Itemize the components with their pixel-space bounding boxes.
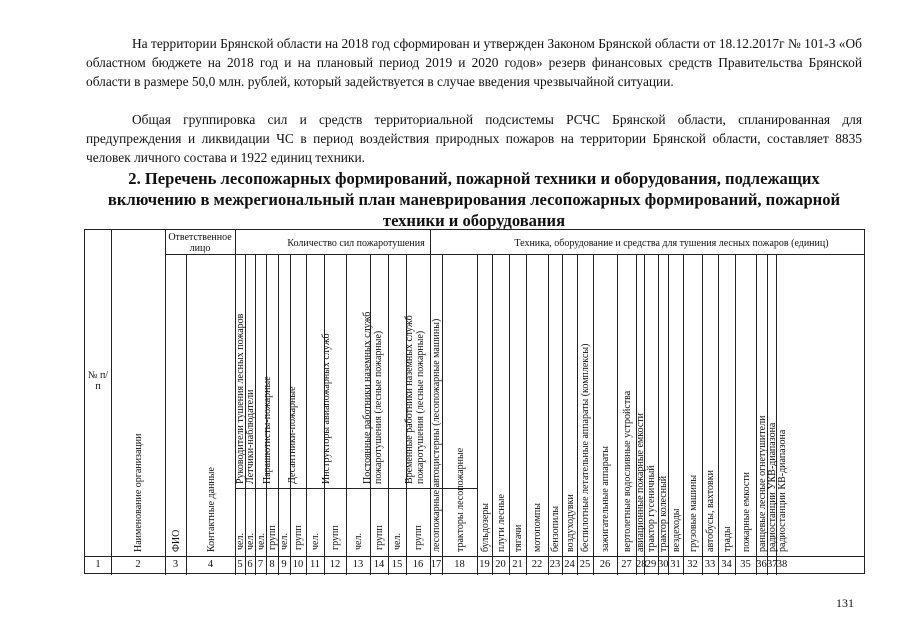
paragraph-reserve: На территории Брянской области на 2018 год сформирован и утвержден Законом Брянской области от 18.12.2017г № 101-З «Об областном бюджете на 2018 год и на плановый период 2019 и 2020 годов» резерв финансовых средств Правительства Брянской области в размере 50,0 млн. рублей, который задействуется в случае введения чрезвычайной ситуации. bbox=[86, 36, 862, 89]
header-equipment-12: авиационные пожарные емкости bbox=[635, 413, 646, 552]
column-number: 9 bbox=[281, 559, 287, 570]
column-number: 37 bbox=[767, 559, 778, 570]
header-contacts: Контактные данные bbox=[205, 467, 217, 552]
column-number: 7 bbox=[257, 559, 264, 570]
unit-label: чел. bbox=[255, 533, 267, 550]
column-number: 35 bbox=[740, 559, 751, 570]
header-fio: ФИО bbox=[170, 529, 182, 552]
unit-label: чел. bbox=[235, 533, 246, 550]
column-number: 3 bbox=[172, 559, 179, 570]
column-number: 26 bbox=[599, 559, 611, 570]
header-equipment-11: вертолетные водосливные устройства bbox=[621, 390, 633, 552]
header-forces: Количество сил пожаротушения bbox=[287, 238, 425, 249]
column-number: 38 bbox=[776, 559, 788, 570]
unit-label: чел. bbox=[310, 533, 321, 550]
header-equipment-16: грузовые машины bbox=[687, 474, 699, 552]
column-number: 2 bbox=[135, 559, 141, 570]
unit-label: групп bbox=[374, 525, 385, 550]
header-equipment-6: мотопомпы bbox=[532, 503, 543, 552]
header-equipment-3: бульдозеры bbox=[479, 502, 491, 552]
header-equipment-22: радиостанции КВ-диапазона bbox=[777, 429, 788, 552]
header-equipment-10: зажигательные аппараты bbox=[600, 445, 611, 552]
column-number: 19 bbox=[479, 559, 490, 570]
page-number: 131 bbox=[836, 596, 854, 610]
unit-label: чел. bbox=[245, 533, 256, 550]
header-number: № п/ п bbox=[87, 370, 109, 392]
column-number: 22 bbox=[531, 559, 543, 570]
unit-label: чел. bbox=[353, 533, 364, 550]
header-force-1: Руководители тушения лесных пожаров bbox=[235, 313, 246, 484]
column-number: 4 bbox=[207, 559, 214, 570]
column-number: 20 bbox=[495, 559, 506, 570]
header-force-3: Парашютисты-пожарные bbox=[261, 376, 273, 484]
column-number: 5 bbox=[237, 559, 243, 570]
column-number: 10 bbox=[292, 559, 304, 570]
column-number: 14 bbox=[373, 559, 385, 570]
header-equipment-4: плуги лесные bbox=[495, 494, 507, 552]
unit-label: групп bbox=[413, 525, 424, 550]
unit-label: чел. bbox=[279, 533, 290, 550]
unit-label: групп bbox=[267, 525, 278, 550]
column-number: 31 bbox=[670, 559, 681, 570]
header-organization: Наименование организации bbox=[133, 433, 144, 552]
header-equipment-14: трактор колесный bbox=[658, 475, 669, 552]
column-number: 30 bbox=[658, 559, 669, 570]
header-force-5: Инструкторы авиапожарных служб bbox=[321, 333, 332, 484]
paragraph-forces: Общая группировка сил и средств территориальной подсистемы РСЧС Брянской области, спланированная для предупреждения и ликвидации ЧС в период воздействия природных пожаров на территории Брянской области, составляет 8835 человек личного состава и 1922 единиц техники. bbox=[86, 112, 862, 165]
column-number: 12 bbox=[329, 559, 341, 570]
column-number: 33 bbox=[704, 559, 716, 570]
header-equipment-15: вездеходы bbox=[670, 508, 682, 552]
header-equipment-2: тракторы лесопожарные bbox=[454, 447, 466, 552]
column-number: 28 bbox=[636, 559, 647, 570]
column-number: 32 bbox=[687, 559, 698, 570]
column-number: 6 bbox=[247, 559, 253, 570]
header-force-7: Временные работники наземных служб пожаротушения (лесные пожарные) bbox=[404, 315, 426, 484]
header-equipment-7: бензопилы bbox=[550, 505, 561, 552]
unit-label: чел. bbox=[392, 533, 403, 550]
header-equipment-20: ранцевые лесные огнетушители bbox=[756, 415, 768, 552]
header-equipment-19: пожарные емкости bbox=[740, 472, 752, 552]
header-equipment: Техника, оборудование и средства для тушения лесных пожаров (единиц) bbox=[514, 238, 829, 249]
header-equipment-9: беспилотные летательные аппараты (комплексы) bbox=[580, 343, 591, 552]
column-number: 15 bbox=[391, 559, 403, 570]
column-number: 8 bbox=[269, 559, 275, 570]
column-number: 36 bbox=[756, 559, 767, 570]
forces-table bbox=[84, 229, 865, 574]
header-equipment-8: воздуходувки bbox=[564, 494, 576, 552]
column-number: 17 bbox=[430, 559, 442, 570]
header-equipment-21: радиостанции УКВ-диапазона bbox=[766, 422, 778, 552]
header-responsible: Ответственное лицо bbox=[168, 232, 232, 254]
unit-label: групп bbox=[330, 525, 341, 550]
column-number: 1 bbox=[95, 559, 101, 570]
header-force-6: Постоянные работники наземных служб пожаротушения (лесные пожарные) bbox=[362, 311, 384, 484]
header-equipment-18: трады bbox=[721, 526, 733, 552]
column-number: 34 bbox=[721, 559, 732, 570]
header-equipment-5: тягачи bbox=[512, 524, 524, 552]
header-equipment-13: трактор гусеничный bbox=[646, 465, 657, 552]
column-number: 27 bbox=[621, 559, 632, 570]
column-number: 13 bbox=[352, 559, 364, 570]
header-force-2: Летчики-наблюдатели bbox=[245, 389, 256, 484]
unit-label: групп bbox=[293, 525, 304, 550]
section-heading: 2. Перечень лесопожарных формирований, пожарной техники и оборудования, подлежащих включению в межрегиональный план маневрирования лесопожарных формирований, пожарной техники и оборудования bbox=[107, 169, 841, 230]
header-equipment-1: лесопожарные автоцистерны (лесопожарные машины) bbox=[431, 318, 442, 552]
column-number: 25 bbox=[579, 559, 591, 570]
column-number: 24 bbox=[564, 559, 575, 570]
column-number: 11 bbox=[309, 559, 321, 570]
column-number: 29 bbox=[645, 559, 657, 570]
header-force-4: Десантники-пожарные bbox=[287, 386, 298, 484]
column-number: 21 bbox=[512, 559, 523, 570]
header-equipment-17: автобусы, вахтовки bbox=[705, 470, 716, 552]
column-number: 16 bbox=[412, 559, 424, 570]
column-number: 23 bbox=[549, 559, 561, 570]
column-number: 18 bbox=[454, 559, 465, 570]
